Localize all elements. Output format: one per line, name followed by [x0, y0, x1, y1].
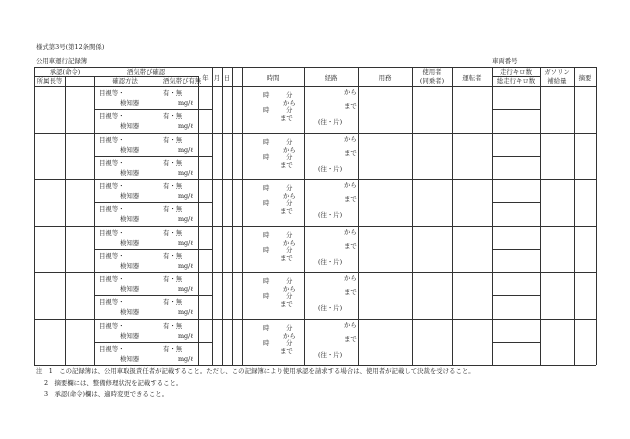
from-label: から — [283, 99, 296, 107]
from-label: から — [283, 145, 296, 154]
alcohol-yes-no-label: 有・無 — [163, 275, 183, 283]
mg-per-liter-unit: mg/ℓ — [178, 238, 194, 247]
approval-header: 承認(命令) — [49, 68, 81, 76]
detector-label: 検知器 — [120, 168, 140, 177]
remarks-header: 摘要 — [578, 74, 592, 82]
minute-label: 分 — [286, 245, 293, 254]
detector-label: 検知器 — [120, 238, 140, 247]
minute-label: 分 — [286, 292, 293, 300]
alcohol-yes-no-label: 有・無 — [163, 298, 183, 307]
year-header: 年 — [202, 74, 209, 82]
detector-label: 検知器 — [120, 99, 140, 107]
visual-check-label: 目視等・ — [99, 205, 125, 214]
column-border — [232, 67, 233, 365]
check-method-header: 確認方法 — [112, 77, 138, 85]
hour-label: 時 — [263, 199, 270, 207]
mg-per-liter-unit: mg/ℓ — [178, 168, 194, 177]
minute-label: 分 — [286, 137, 293, 146]
hour-label: 時 — [263, 245, 270, 254]
visual-check-label: 目視等・ — [99, 89, 125, 97]
form-number: 様式第3号(第12条関係) — [36, 43, 105, 51]
total-mileage-header: 総走行キロ数 — [496, 77, 536, 85]
refuel-amount-header: 補給量 — [547, 77, 567, 85]
detector-label: 検知器 — [120, 285, 140, 293]
column-border — [596, 67, 597, 365]
header-bottom-rule — [34, 86, 596, 87]
hour-label: 時 — [263, 106, 270, 114]
alcohol-yes-no-label: 有・無 — [163, 344, 183, 353]
minute-label: 分 — [286, 338, 293, 347]
visual-check-label: 目視等・ — [99, 135, 125, 144]
mileage-subrow-rule — [492, 295, 540, 296]
until-label: まで — [280, 207, 293, 215]
mg-per-liter-unit: mg/ℓ — [178, 261, 194, 270]
route-from-label: から — [344, 181, 357, 189]
visual-check-label: 目視等・ — [99, 275, 125, 283]
mileage-subrow-rule — [492, 202, 540, 203]
minute-label: 分 — [286, 152, 293, 161]
from-label: から — [283, 285, 296, 293]
column-border — [198, 76, 199, 365]
hour-label: 時 — [263, 230, 270, 239]
form-title: 公用車運行記録簿 — [36, 57, 88, 65]
hour-label: 時 — [263, 152, 270, 161]
alcohol-presence-header: 酒気帯び有無 — [162, 77, 202, 85]
route-until-label: まで — [344, 241, 357, 250]
round-trip-label: (往・片) — [318, 304, 343, 312]
from-label: から — [283, 238, 296, 247]
round-trip-label: (往・片) — [318, 257, 343, 266]
from-label: から — [283, 192, 296, 200]
alcohol-yes-no-label: 有・無 — [163, 135, 183, 144]
column-border — [358, 67, 359, 365]
gasoline-header: ガソリン — [544, 68, 570, 76]
hour-label: 時 — [263, 137, 270, 146]
route-until-label: まで — [344, 334, 357, 343]
hour-label: 時 — [263, 292, 270, 300]
from-label: から — [283, 331, 296, 340]
detector-label: 検知器 — [120, 192, 140, 200]
column-border — [242, 67, 243, 365]
column-border — [304, 67, 305, 365]
mg-per-liter-unit: mg/ℓ — [178, 308, 194, 317]
mileage-subrow-rule — [492, 109, 540, 110]
route-from-label: から — [344, 134, 357, 143]
minute-label: 分 — [286, 91, 293, 99]
alcohol-yes-no-label: 有・無 — [163, 182, 183, 190]
alcohol-yes-no-label: 有・無 — [163, 205, 183, 214]
route-until-label: まで — [344, 288, 357, 296]
mileage-subrow-rule — [492, 156, 540, 157]
record-subrow-rule — [94, 109, 212, 110]
route-from-label: から — [344, 88, 357, 96]
route-until-label: まで — [344, 102, 357, 110]
detector-label: 検知器 — [120, 261, 140, 270]
route-from-label: から — [344, 274, 357, 282]
month-header: 月 — [213, 74, 221, 82]
route-header: 経路 — [324, 74, 338, 82]
until-label: まで — [280, 300, 293, 308]
mg-per-liter-unit: mg/ℓ — [178, 215, 194, 224]
visual-check-label: 目視等・ — [99, 321, 125, 330]
mg-per-liter-unit: mg/ℓ — [178, 285, 194, 293]
minute-label: 分 — [286, 106, 293, 114]
round-trip-label: (往・片) — [318, 211, 343, 219]
minute-label: 分 — [286, 199, 293, 207]
column-border — [34, 67, 35, 365]
record-subrow-rule — [94, 342, 212, 343]
driver-header: 運転者 — [462, 74, 482, 82]
alcohol-yes-no-label: 有・無 — [163, 321, 183, 330]
record-row-border — [34, 226, 596, 227]
hour-label: 時 — [263, 91, 270, 99]
minute-label: 分 — [286, 184, 293, 192]
visual-check-label: 目視等・ — [99, 112, 125, 121]
mg-per-liter-unit: mg/ℓ — [178, 192, 194, 200]
column-border — [412, 67, 413, 365]
alcohol-yes-no-label: 有・無 — [163, 158, 183, 167]
route-until-label: まで — [344, 148, 357, 157]
alcohol-yes-no-label: 有・無 — [163, 112, 183, 121]
record-row-border — [34, 272, 596, 273]
alcohol-check-header: 酒気帯び確認 — [126, 68, 166, 76]
until-label: まで — [280, 114, 293, 122]
until-label: まで — [280, 253, 293, 262]
record-subrow-rule — [94, 202, 212, 203]
detector-label: 検知器 — [120, 354, 140, 363]
hour-label: 時 — [263, 323, 270, 332]
until-label: まで — [280, 160, 293, 169]
detector-label: 検知器 — [120, 308, 140, 317]
department-head-header: 所属長等 — [36, 77, 63, 85]
mg-per-liter-unit: mg/ℓ — [178, 331, 194, 340]
record-subrow-rule — [94, 295, 212, 296]
column-border — [452, 67, 453, 365]
minute-label: 分 — [286, 230, 293, 239]
column-border — [492, 67, 493, 365]
detector-label: 検知器 — [120, 145, 140, 154]
minute-label: 分 — [286, 323, 293, 332]
visual-check-label: 目視等・ — [99, 228, 125, 237]
day-header: 日 — [223, 74, 231, 82]
visual-check-label: 目視等・ — [99, 158, 125, 167]
record-row-border — [34, 179, 596, 180]
column-border — [222, 67, 223, 365]
vehicle-number-label: 車両番号 — [492, 57, 518, 65]
column-border — [540, 67, 541, 365]
visual-check-label: 目視等・ — [99, 344, 125, 353]
detector-label: 検知器 — [120, 215, 140, 224]
note-3: 3 承認(命令)欄は、適時変更できること。 — [44, 390, 169, 398]
mileage-subrow-rule — [492, 342, 540, 343]
round-trip-label: (往・片) — [318, 164, 343, 173]
record-row-border — [34, 133, 596, 134]
column-border — [65, 76, 66, 365]
minute-label: 分 — [286, 277, 293, 285]
visual-check-label: 目視等・ — [99, 251, 125, 260]
alcohol-yes-no-label: 有・無 — [163, 251, 183, 260]
record-subrow-rule — [94, 156, 212, 157]
visual-check-label: 目視等・ — [99, 298, 125, 307]
fellow-passenger-header: (同乗者) — [419, 77, 445, 85]
route-from-label: から — [344, 320, 357, 329]
mg-per-liter-unit: mg/ℓ — [178, 145, 194, 154]
note-1: 注 1 この記録簿は、公用車取扱責任者が記載すること。ただし、この記録簿により使用承認を請求する場合は、使用者が記載して決裁を受けること。 — [36, 367, 475, 375]
detector-label: 検知器 — [120, 331, 140, 340]
until-label: まで — [280, 346, 293, 355]
mileage-subrow-rule — [492, 249, 540, 250]
hour-label: 時 — [263, 184, 270, 192]
column-border — [212, 67, 213, 365]
hour-label: 時 — [263, 277, 270, 285]
record-subrow-rule — [94, 249, 212, 250]
mg-per-liter-unit: mg/ℓ — [178, 122, 194, 131]
mg-per-liter-unit: mg/ℓ — [178, 99, 194, 107]
note-2: 2 摘要欄には、整備修理状況を記載すること。 — [44, 379, 183, 387]
alcohol-yes-no-label: 有・無 — [163, 228, 183, 237]
column-border — [94, 76, 95, 365]
mileage-header: 走行キロ数 — [500, 68, 532, 76]
visual-check-label: 目視等・ — [99, 182, 125, 190]
detector-label: 検知器 — [120, 122, 140, 131]
round-trip-label: (往・片) — [318, 118, 343, 126]
mg-per-liter-unit: mg/ℓ — [178, 354, 194, 363]
time-header: 時間 — [266, 74, 280, 82]
table-bottom-border — [34, 365, 596, 366]
column-border — [574, 67, 575, 365]
route-from-label: から — [344, 227, 357, 236]
round-trip-label: (往・片) — [318, 350, 343, 359]
purpose-header: 用務 — [378, 74, 392, 82]
record-row-border — [34, 319, 596, 320]
route-until-label: まで — [344, 195, 357, 203]
hour-label: 時 — [263, 338, 270, 347]
user-header: 使用者 — [422, 68, 442, 76]
alcohol-yes-no-label: 有・無 — [163, 89, 183, 97]
